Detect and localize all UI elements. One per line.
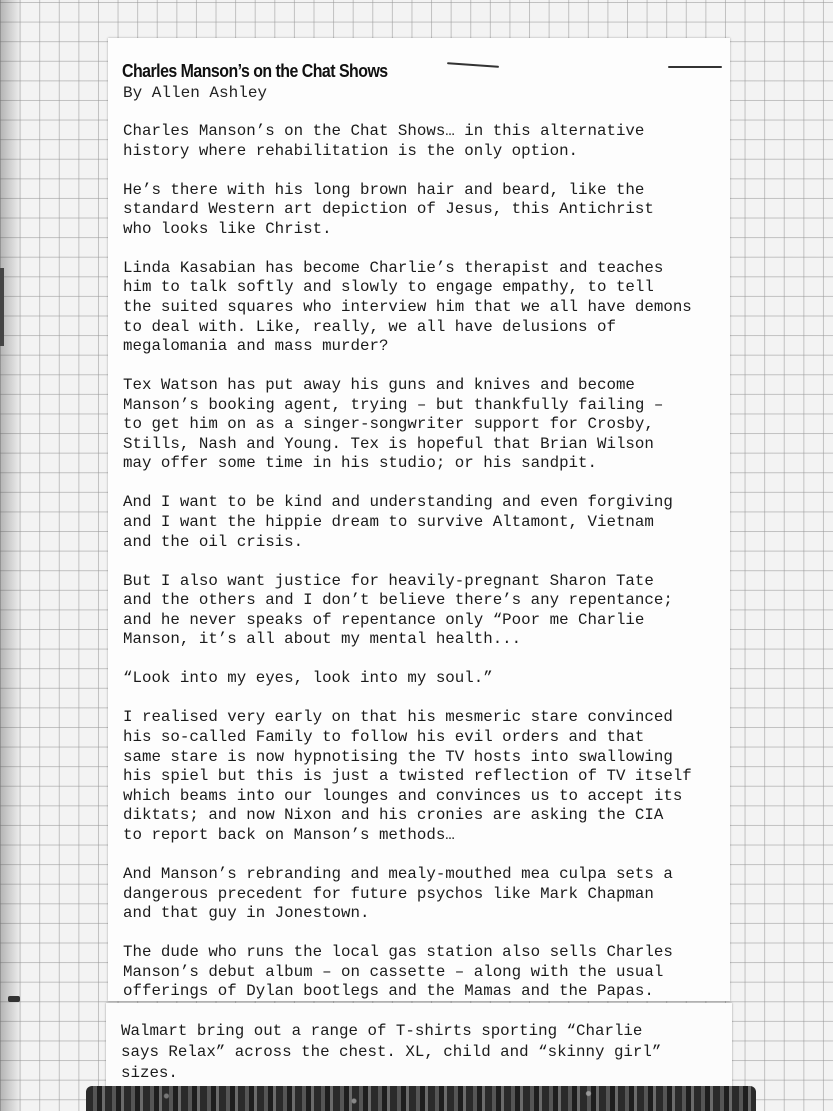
paragraph: But I also want justice for heavily-pregnant Sharon Tate and the others and I don’t believe there’s any repentance; and he never speaks of repentance only “Poor me Charlie Manson, it’s all about my mental health...	[123, 571, 673, 649]
paragraph: He’s there with his long brown hair and beard, like the standard Western art depiction of Jesus, this Antichrist who looks like Christ.	[123, 180, 654, 238]
story-body	[123, 122, 719, 1021]
ink-mark	[8, 996, 20, 1002]
paragraph: Tex Watson has put away his guns and knives and become Manson’s booking agent, trying – but thankfully failing – to get him on as a singer-songwriter support for Crosby, Stills, Nash and Young. Tex is hopeful that Brian Wilson may offer some time in his studio; or his sandpit.	[123, 376, 664, 473]
paragraph: I realised very early on that his mesmeric stare convinced his so-called Family to follow his evil orders and that same stare is now hypnotising the TV hosts into swallowing his spiel but this is just a twisted reflection of TV itself which beams into our lounges and convinces us to accept its diktats; and now Nixon and his cronies are asking the CIA to report back on Manson’s methods…	[123, 708, 692, 844]
binding-mark	[0, 268, 4, 346]
staple	[668, 66, 722, 68]
paragraph: And I want to be kind and understanding and even forgiving and I want the hippie dream to survive Altamont, Vietnam and the oil crisis.	[123, 493, 673, 551]
paragraph: Walmart bring out a range of T-shirts sporting “Charlie says Relax” across the chest. XL, child and “skinny girl” sizes.	[121, 1022, 662, 1082]
paragraph: Linda Kasabian has become Charlie’s therapist and teaches him to talk softly and slowly to engage empathy, to tell the suited squares who interview him that we all have demons to deal with. Like, really, we all have delusions of megalomania and mass murder?	[123, 258, 692, 356]
quote-paragraph: “Look into my eyes, look into my soul.”	[123, 669, 493, 688]
paragraph: And Manson’s rebranding and mealy-mouthed mea culpa sets a dangerous precedent for future psychos like Mark Chapman and that guy in Jonestown.	[123, 864, 673, 923]
torn-edge-strip	[86, 1086, 756, 1111]
page-shadow	[0, 0, 22, 1111]
story-title: Charles Manson’s on the Chat Shows	[122, 60, 388, 81]
paragraph: Charles Manson’s on the Chat Shows… in this alternative history where rehabilitation is the only option.	[123, 122, 645, 160]
byline: By Allen Ashley	[123, 84, 268, 102]
paragraph: The dude who runs the local gas station also sells Charles Manson’s debut album – on cassette – along with the usual offerings of Dylan bootlegs and the Mamas and the Papas.	[123, 943, 673, 1001]
